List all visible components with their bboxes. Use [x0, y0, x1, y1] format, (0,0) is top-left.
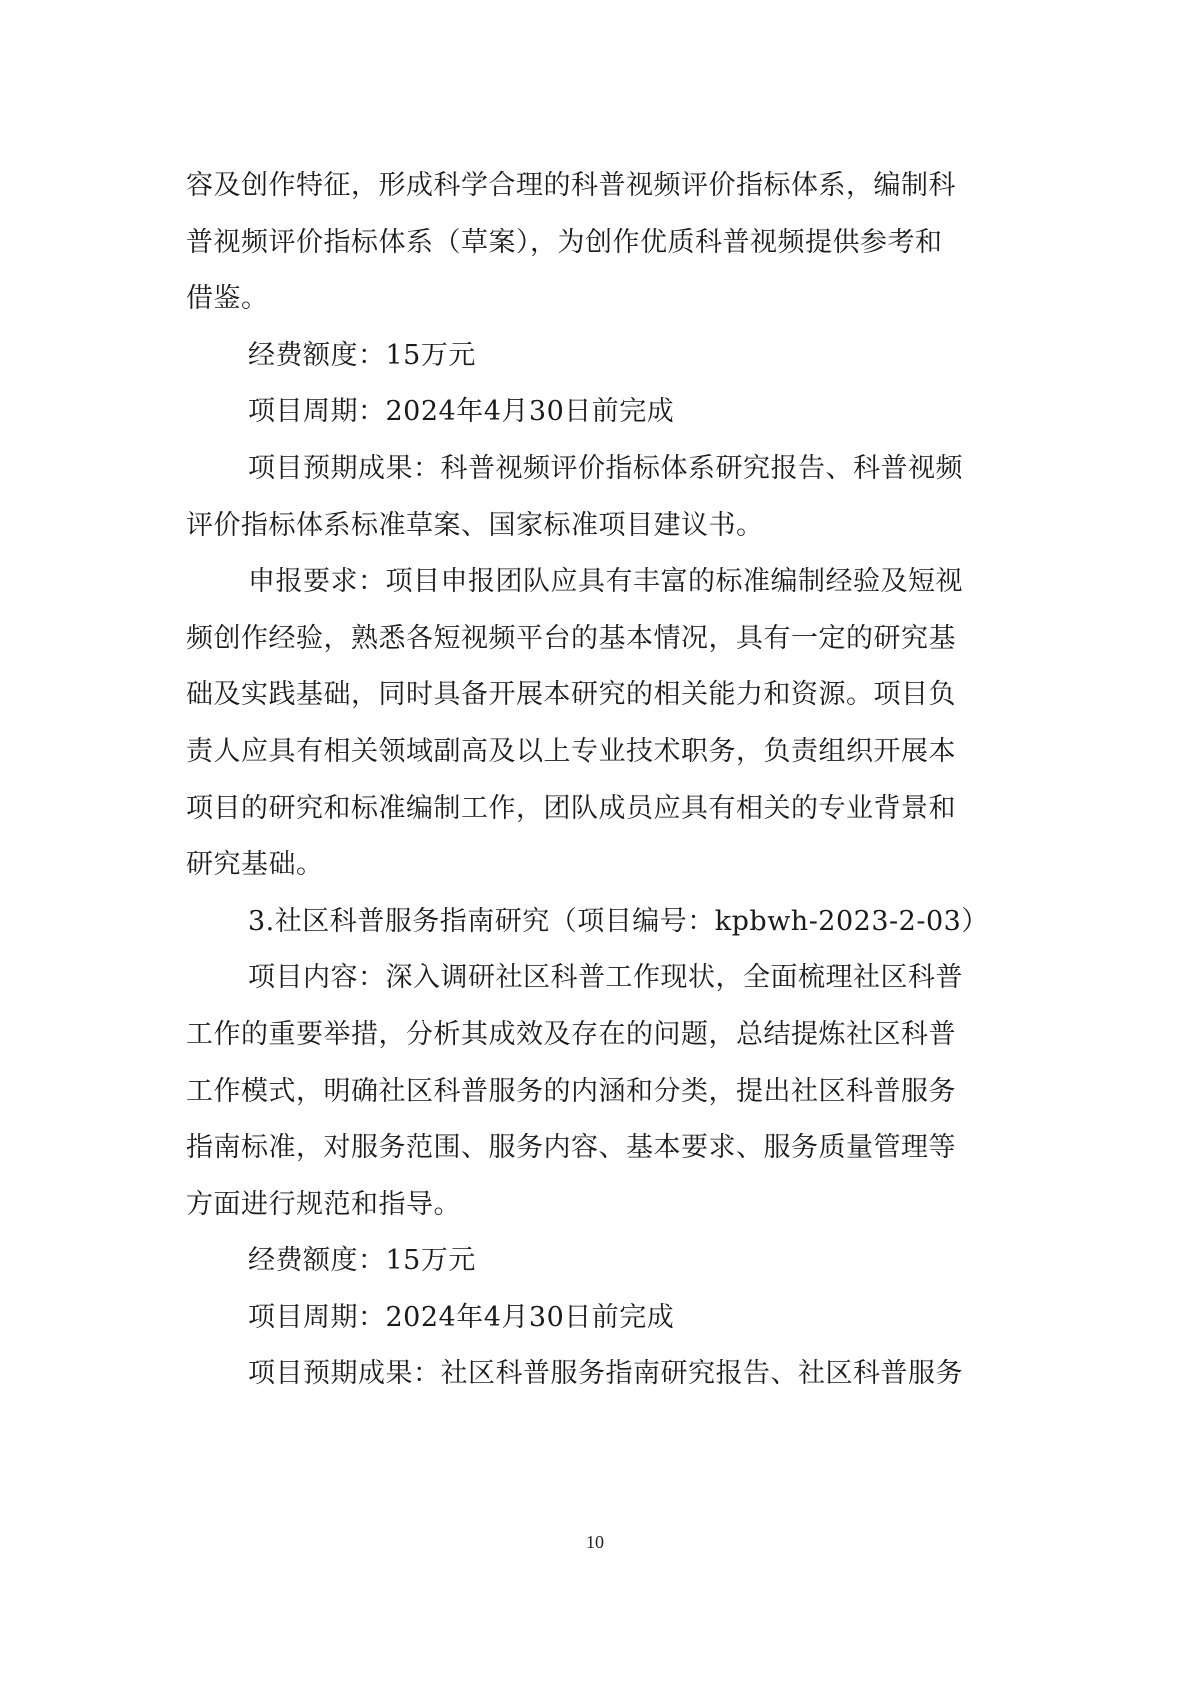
- text-line: 项目预期成果：社区科普服务指南研究报告、社区科普服务: [248, 1358, 963, 1390]
- text-line: 容及创作特征，形成科学合理的科普视频评价指标体系，编制科: [186, 170, 956, 201]
- text-line: 责人应具有相关领域副高及以上专业技术职务，负责组织开展本: [186, 735, 956, 767]
- text-line: 项目周期：2024年4月30日前完成: [248, 1301, 675, 1333]
- text-line: 工作模式，明确社区科普服务的内涵和分类，提出社区科普服务: [186, 1075, 956, 1107]
- text-line: 项目预期成果：科普视频评价指标体系研究报告、科普视频: [248, 452, 963, 484]
- text-line: 项目内容：深入调研社区科普工作现状，全面梳理社区科普: [248, 962, 963, 994]
- text-line: 经费额度：15万元: [248, 1245, 476, 1277]
- text-line: 指南标准，对服务范围、服务内容、基本要求、服务质量管理等: [186, 1132, 956, 1164]
- text-line: 项目周期：2024年4月30日前完成: [248, 396, 675, 428]
- text-line: 3.社区科普服务指南研究（项目编号：kpbwh-2023-2-03）: [248, 905, 989, 937]
- text-line: 普视频评价指标体系（草案），为创作优质科普视频提供参考和: [186, 226, 943, 258]
- text-line: 申报要求：项目申报团队应具有丰富的标准编制经验及短视: [248, 566, 963, 598]
- text-line: 评价指标体系标准草案、国家标准项目建议书。: [186, 509, 764, 541]
- text-line: 础及实践基础，同时具备开展本研究的相关能力和资源。项目负: [186, 679, 956, 711]
- text-line: 工作的重要举措，分析其成效及存在的问题，总结提炼社区科普: [186, 1018, 956, 1050]
- text-line: 借鉴。: [186, 283, 269, 315]
- text-line: 方面进行规范和指导。: [186, 1188, 461, 1220]
- page-number: 10: [586, 1532, 604, 1552]
- text-line: 频创作经验，熟悉各短视频平台的基本情况，具有一定的研究基: [186, 622, 956, 654]
- text-line: 项目的研究和标准编制工作，团队成员应具有相关的专业背景和: [186, 792, 956, 824]
- text-line: 研究基础。: [186, 849, 324, 881]
- text-line: 经费额度：15万元: [248, 339, 476, 371]
- document-body: [186, 158, 1026, 1403]
